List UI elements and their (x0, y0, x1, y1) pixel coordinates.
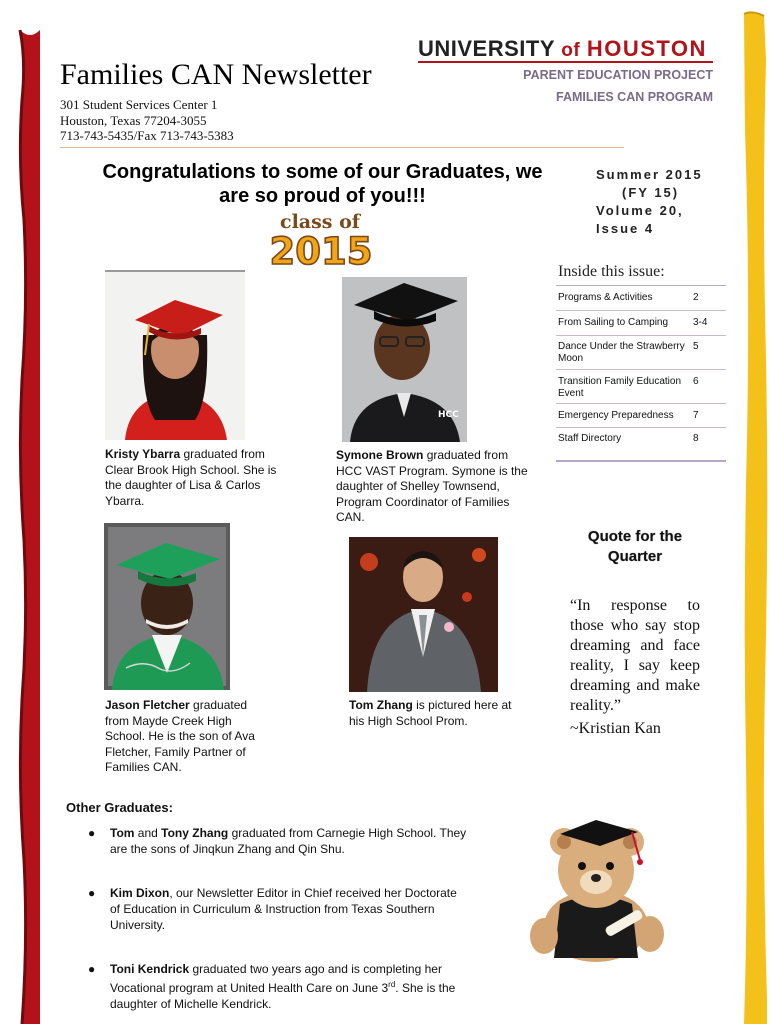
hcc-logo-text: HCC (438, 410, 459, 420)
toc-item-label: Programs & Activities (558, 292, 653, 303)
jason-fletcher-photo (104, 523, 230, 690)
toc-divider (556, 335, 726, 336)
university-logo (418, 36, 707, 62)
toc-item-page: 3-4 (693, 317, 708, 328)
address-line-1: 301 Student Services Center 1 (60, 97, 218, 112)
toc-item-page: 8 (693, 433, 699, 444)
toc-divider (556, 369, 726, 370)
caption-jason (105, 698, 265, 776)
list-item (110, 961, 470, 1012)
toc-item-label: Staff Directory (558, 433, 622, 444)
inside-bottom-rule (556, 460, 726, 462)
address-line-3: 713-743-5435/Fax 713-743-5383 (60, 128, 234, 143)
list-item (110, 885, 470, 933)
caption-tom (349, 698, 519, 729)
toc-item-label: Transition Family Education Event (558, 376, 682, 399)
issue-number: Issue 4 (596, 221, 655, 236)
university-word: UNIVERSITY (418, 36, 555, 61)
inside-title: Inside this issue: (558, 263, 665, 280)
caption-name: Kristy Ybarra (105, 447, 181, 461)
kristy-ybarra-photo (105, 270, 245, 440)
of-word: of (561, 40, 581, 61)
issue-fy: (FY 15) (622, 185, 680, 200)
address-line-2: Houston, Texas 77204-3055 (60, 112, 207, 128)
caption-kristy (105, 447, 285, 509)
headline: Congratulations to some of our Graduates, we are so proud of you!!! (102, 161, 543, 207)
caption-name: Tom Zhang (349, 698, 413, 712)
list-text: graduated from Carnegie High School. They are the sons of Jinqkun Zhang and Qin Shu. (110, 826, 467, 856)
caption-name: Symone Brown (336, 448, 424, 462)
inside-top-rule (556, 285, 726, 286)
bullet-icon: ● (88, 886, 96, 900)
caption-symone (336, 448, 528, 526)
caption-text: graduated from HCC VAST Program. Symone is the daughter of Shelley Townsend, Program Coordinator of Families CAN. (336, 448, 528, 524)
issue-season: Summer 2015 (596, 167, 703, 182)
project-name: PARENT EDUCATION PROJECT (523, 68, 713, 82)
toc-item-page: 2 (693, 292, 699, 303)
right-gold-ribbon (740, 0, 770, 1024)
issue-info (596, 166, 703, 238)
grad-name: Toni Kendrick (110, 962, 190, 976)
graduation-teddy-bear-icon (520, 808, 670, 966)
superscript: rd (388, 980, 396, 989)
grad-name: Tony Zhang (161, 826, 229, 840)
tom-zhang-photo (349, 537, 498, 692)
list-text: . She is the daughter of Michelle Kendrick. (110, 981, 456, 1011)
list-text: and (134, 826, 162, 840)
toc-item-page: 7 (693, 410, 699, 421)
caption-text: is pictured here at his High School Prom. (349, 698, 512, 728)
toc-item-label: Emergency Preparedness (558, 410, 674, 421)
left-red-ribbon (0, 0, 40, 1024)
caption-text: graduated from Mayde Creek High School. He is the son of Ava Fletcher, Family Partner of Families CAN. (105, 698, 255, 774)
bullet-icon: ● (88, 826, 96, 840)
toc-divider (556, 403, 726, 404)
toc-item-label: Dance Under the Strawberry Moon (558, 341, 685, 364)
symone-brown-photo (342, 277, 467, 442)
header-divider (60, 147, 624, 148)
toc-item-page: 5 (693, 341, 699, 352)
address-block (60, 97, 234, 144)
quote-heading: Quote for the Quarter (587, 528, 683, 565)
toc-item-label: From Sailing to Camping (558, 317, 669, 328)
quote-author: ~Kristian Kan (570, 720, 661, 737)
list-item (110, 825, 470, 857)
program-name: FAMILIES CAN PROGRAM (556, 90, 713, 104)
class-of-2015-badge (258, 210, 388, 268)
list-text: graduated two years ago and is completing her Vocational program at United Health Care on June 3 (110, 962, 442, 995)
logo-underline (418, 61, 713, 63)
caption-text: graduated from Clear Brook High School. She is the daughter of Lisa & Carlos Ybarra. (105, 447, 277, 508)
issue-volume: Volume 20, (596, 203, 684, 218)
quote-text: “In response to those who say stop dreaming and face reality, I say keep dreaming and make reality.” (570, 597, 700, 714)
list-text: , our Newsletter Editor in Chief received her Doctorate of Education in Curriculum & Instruction from Texas Southern University. (110, 886, 457, 932)
houston-word: HOUSTON (586, 36, 707, 61)
other-graduates-heading: Other Graduates: (66, 800, 173, 815)
toc-item-page: 6 (693, 376, 699, 387)
newsletter-title: Families CAN Newsletter (60, 58, 372, 91)
grad-name: Kim Dixon (110, 886, 170, 900)
class-of-text: class of (280, 211, 360, 233)
grad-name: Tom (110, 826, 135, 840)
bullet-icon: ● (88, 962, 96, 976)
toc-divider (556, 427, 726, 428)
toc-divider (556, 310, 726, 311)
year-text: 2015 (269, 230, 373, 268)
caption-name: Jason Fletcher (105, 698, 190, 712)
